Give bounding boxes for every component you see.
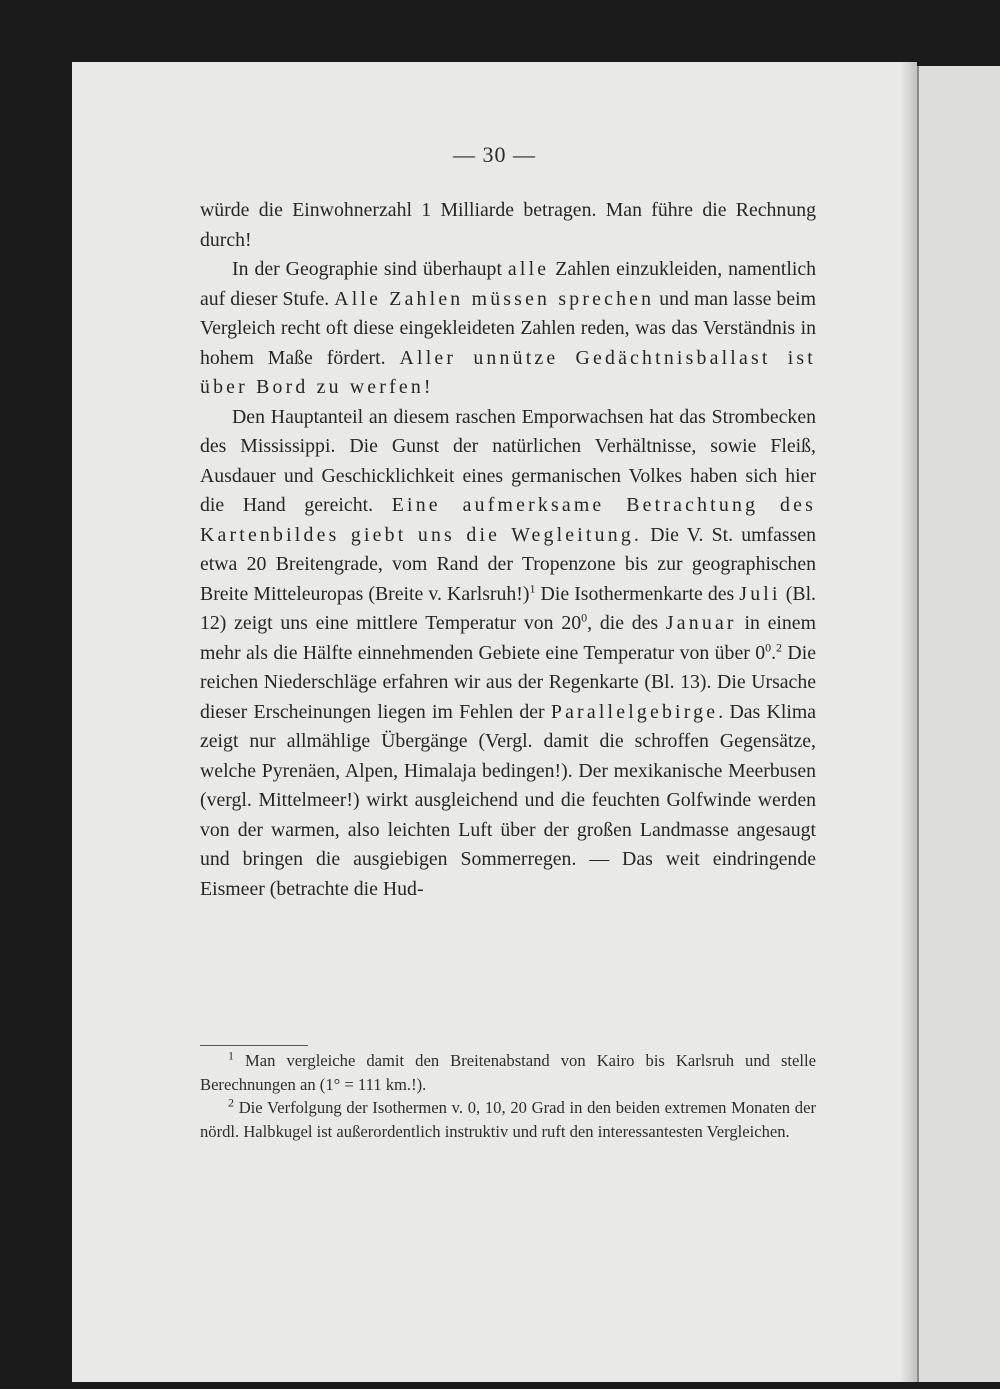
- page-number: — 30 —: [453, 142, 536, 167]
- footnote-ref-2: 2: [776, 639, 783, 654]
- text-run: Die V. St. umfassen etwa 20 Breitengrade, vom Rand der Tropenzone bis zur geographischen Breite Mitteleuropas (Breite v. Karlsruh!): [200, 523, 816, 605]
- emphasis-text: Juli: [739, 582, 781, 605]
- paragraph-2: [200, 255, 816, 403]
- footnote-text: Man vergleiche damit den Breitenabstand von Kairo bis Karlsruh und stelle Berechnungen an (1° = 111 km.!).: [200, 1051, 816, 1094]
- emphasis-text: Eine aufmerksame Betrachtung des Kartenbildes giebt uns die Wegleitung.: [200, 494, 817, 546]
- emphasis-text: Alle Zahlen müssen sprechen: [334, 287, 655, 310]
- footnote-text: Die Verfolgung der Isothermen v. 0, 10, 20 Grad in den beiden extremen Monaten der nördl. Halbkugel ist außerordentlich instruktiv und ruft den interessantesten Vergleichen.: [200, 1098, 816, 1141]
- emphasis-text: Aller unnütze Gedächtnisballast ist über Bord zu werfen!: [200, 346, 816, 398]
- text-run: in einem mehr als die Hälfte einnehmenden Gebiete eine Temperatur von über 0: [200, 612, 816, 664]
- gutter-shadow: [900, 62, 918, 1382]
- footnote-divider: [200, 1045, 308, 1046]
- text-run: , die des: [587, 612, 666, 634]
- text-run: In der Geographie sind überhaupt: [232, 258, 508, 280]
- text-run: und man lasse beim Vergleich recht oft diese eingekleideten Zahlen reden, was das Verständnis in hohem Maße fördert.: [200, 287, 817, 369]
- degree-mark: 0: [581, 610, 588, 625]
- next-page-edge: [917, 66, 1000, 1382]
- text-run: Zahlen einzukleiden, namentlich auf dieser Stufe.: [200, 258, 816, 310]
- footnotes: [200, 1049, 816, 1143]
- text-run: .: [771, 641, 777, 664]
- body-text: [200, 196, 816, 904]
- paragraph-1: würde die Einwohnerzahl 1 Milliarde betragen. Man führe die Rechnung durch!: [200, 199, 816, 251]
- degree-mark: 0: [765, 639, 772, 654]
- footnote-marker: 2: [228, 1095, 234, 1110]
- text-run: Den Hauptanteil an diesem raschen Emporwachsen hat das Strombecken des Mississippi. Die Gunst der natürlichen Verhältnisse, sowie Fleiß, Ausdauer und Geschicklichkeit eines germanischen Volkes haben sich hier die Hand gereicht.: [200, 405, 816, 516]
- text-run: (Bl. 12) zeigt uns eine mittlere Temperatur von 20: [200, 582, 817, 634]
- emphasis-text: Januar: [665, 612, 737, 634]
- footnote-marker: 1: [228, 1048, 234, 1063]
- text-run: Die reichen Niederschläge erfahren wir aus der Regenkarte (Bl. 13). Die Ursache dieser Erscheinungen liegen im Fehlen der: [200, 641, 816, 723]
- footnote-ref-1: 1: [529, 580, 536, 595]
- text-run: Die Isothermenkarte des: [535, 582, 740, 605]
- footnote-2: [200, 1096, 816, 1143]
- paragraph-3: [200, 403, 816, 905]
- footnote-1: [200, 1049, 816, 1096]
- emphasis-text: Parallelgebirge: [550, 700, 719, 723]
- text-run: . Das Klima zeigt nur allmählige Übergänge (Vergl. damit die schroffen Gegensätze, welche Pyrenäen, Alpen, Himalaja bedingen!). Der mexikanische Meerbusen (vergl. Mittelmeer!) wirkt ausgleichend und die feuchten Golfwinde werden von der warmen, also leichten Luft über der großen Landmasse angesaugt und bringen die ausgiebigen Sommerregen. — Das weit eindringende Eismeer (betrachte die Hud-: [200, 700, 816, 900]
- emphasis-text: alle: [507, 258, 550, 280]
